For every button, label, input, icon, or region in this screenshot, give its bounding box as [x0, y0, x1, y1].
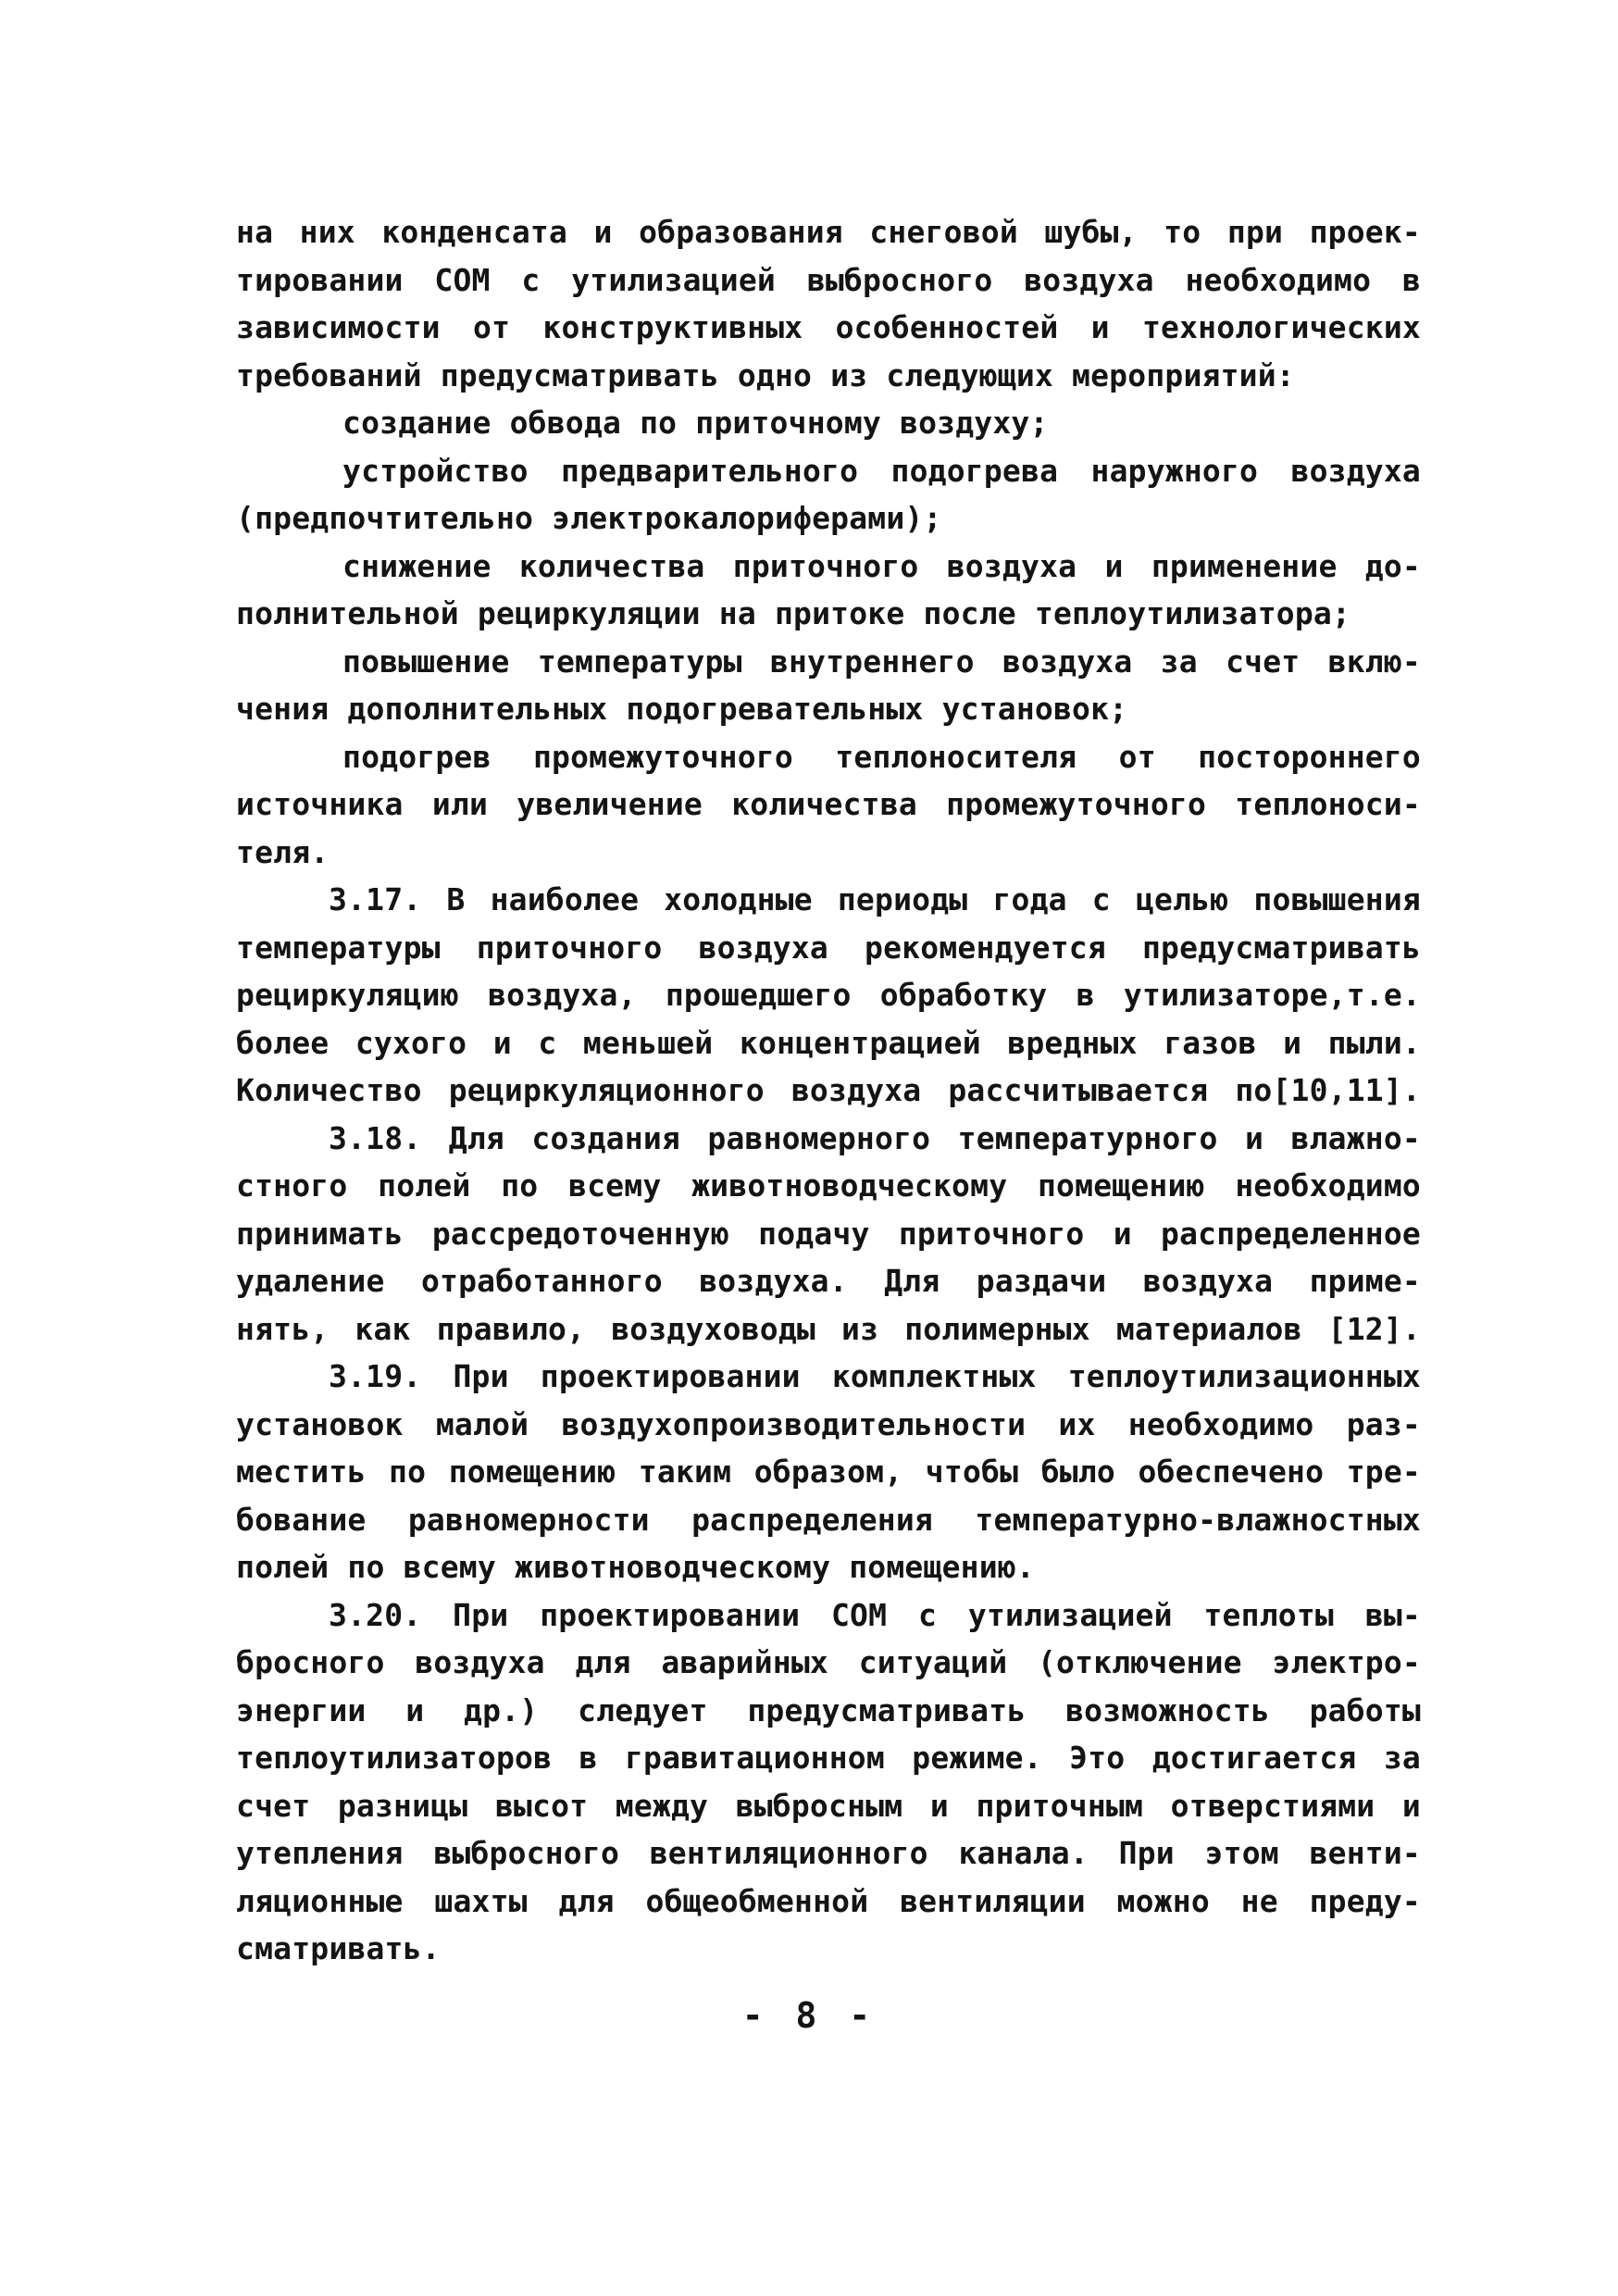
- text-line: чения дополнительных подогревательных установок;: [236, 691, 1128, 727]
- body-text: [236, 208, 1421, 1973]
- text-line: установок малой воздухопроизводительности их необходимо раз-: [236, 1405, 1421, 1442]
- paragraph-start: 3.17. В наиболее холодные периоды года с целью повышения: [329, 881, 1421, 917]
- text-line: удаление отработанного воздуха. Для раздачи воздуха приме-: [236, 1263, 1421, 1299]
- text-line: Количество рециркуляционного воздуха рассчитывается по[10,11].: [236, 1072, 1421, 1108]
- text-line: утепления выбросного вентиляционного канала. При этом венти-: [236, 1835, 1421, 1871]
- text-line: (предпочтительно электрокалориферами);: [236, 500, 942, 536]
- list-item: снижение количества приточного воздуха и применение до-: [342, 547, 1421, 584]
- text-line: местить по помещению таким образом, чтобы было обеспечено тре-: [236, 1454, 1421, 1490]
- text-line: полей по всему животноводческому помещению.: [236, 1549, 1035, 1585]
- text-line: сматривать.: [236, 1930, 441, 1966]
- text-line: нять, как правило, воздуховоды из полимерных материалов [12].: [236, 1310, 1421, 1347]
- page-number: - 8 -: [741, 1995, 877, 2036]
- text-line: температуры приточного воздуха рекомендуется предусматривать: [236, 929, 1421, 966]
- list-item: создание обвода по приточному воздуху;: [342, 405, 1049, 441]
- text-line: теплоутилизаторов в гравитационном режиме. Это достигается за: [236, 1740, 1421, 1776]
- list-item: устройство предварительного подогрева наружного воздуха: [342, 452, 1421, 489]
- text-line: зависимости от конструктивных особенностей и технологических: [236, 309, 1421, 345]
- list-item: подогрев промежуточного теплоносителя от постороннего: [342, 738, 1421, 775]
- text-line: на них конденсата и образования снеговой шубы, то при проек-: [236, 214, 1421, 250]
- text-line: требований предусматривать одно из следующих мероприятий:: [236, 356, 1295, 393]
- text-line: теля.: [236, 833, 330, 870]
- list-item: повышение температуры внутреннего воздуха за счет вклю-: [342, 643, 1421, 680]
- paragraph-start: 3.20. При проектировании СОМ с утилизацией теплоты вы-: [329, 1596, 1421, 1633]
- text-line: принимать рассредоточенную подачу приточного и распределенное: [236, 1215, 1421, 1252]
- text-line: счет разницы высот между выбросным и приточным отверстиями и: [236, 1787, 1421, 1824]
- text-line: тировании СОМ с утилизацией выбросного воздуха необходимо в: [236, 261, 1421, 298]
- text-line: бросного воздуха для аварийных ситуаций (отключение электро-: [236, 1644, 1421, 1680]
- text-line: стного полей по всему животноводческому помещению необходимо: [236, 1167, 1421, 1204]
- text-line: более сухого и с меньшей концентрацией вредных газов и пыли.: [236, 1024, 1421, 1061]
- text-line: энергии и др.) следует предусматривать возможность работы: [236, 1691, 1421, 1728]
- text-line: полнительной рециркуляции на притоке после теплоутилизатора;: [236, 595, 1351, 631]
- text-line: рециркуляцию воздуха, прошедшего обработку в утилизаторе,т.е.: [236, 977, 1421, 1013]
- paragraph-start: 3.18. Для создания равномерного температурного и влажно-: [329, 1119, 1421, 1156]
- text-line: ляционные шахты для общеобменной вентиляции можно не преду-: [236, 1882, 1421, 1919]
- paragraph-start: 3.19. При проектировании комплектных теплоутилизационных: [329, 1358, 1421, 1394]
- text-line: бование равномерности распределения температурно-влажностных: [236, 1501, 1421, 1538]
- text-line: источника или увеличение количества промежуточного теплоноси-: [236, 786, 1421, 822]
